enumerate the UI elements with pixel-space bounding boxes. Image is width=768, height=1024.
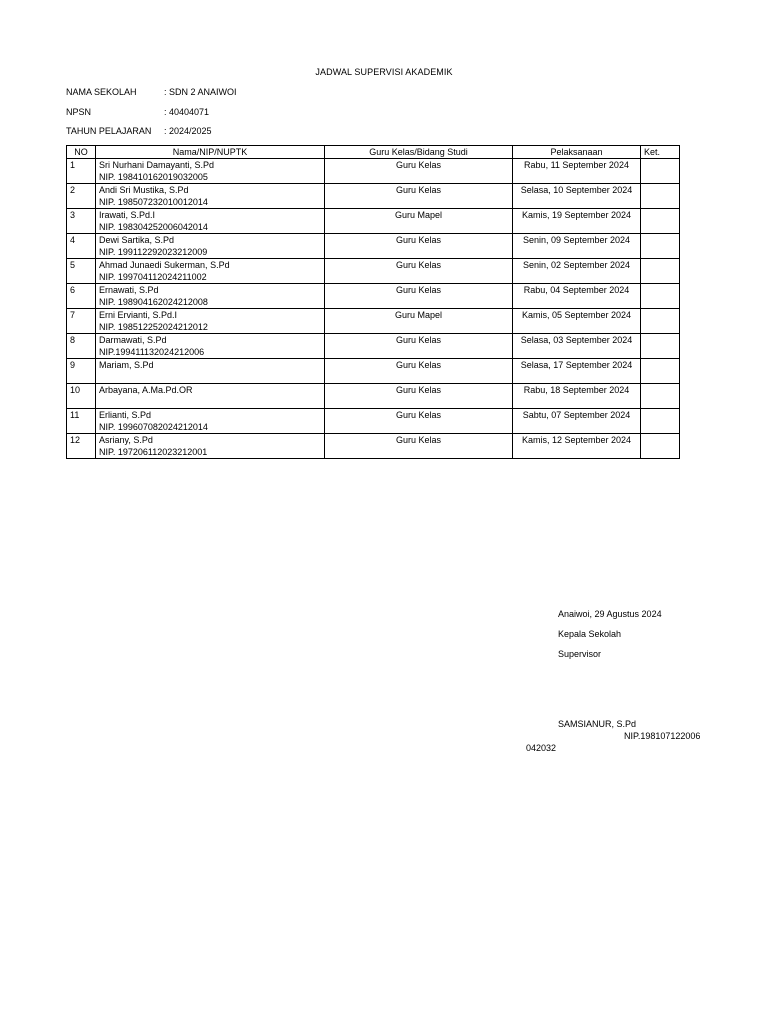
meta-value: : 40404071 — [164, 107, 210, 117]
cell-no — [67, 409, 96, 434]
signature-place-date: Anaiwoi, 29 Agustus 2024 — [558, 609, 662, 619]
teacher-name: Asriany, S.Pd — [99, 435, 153, 445]
cell-ket — [641, 184, 680, 209]
cell-role — [325, 334, 513, 359]
cell-name-nip — [96, 159, 325, 184]
cell-role — [325, 259, 513, 284]
cell-no-text: 1 — [70, 160, 76, 170]
table-row — [67, 184, 680, 209]
table-row — [67, 284, 680, 309]
cell-no-text: 10 — [70, 385, 81, 395]
cell-name-nip — [96, 259, 325, 284]
cell-no — [67, 159, 96, 184]
cell-date-text: Kamis, 19 September 2024 — [521, 210, 632, 220]
signature-nip-line1: NIP.198107122006 — [624, 731, 701, 741]
table-header-row — [67, 146, 680, 159]
signature-position: Kepala Sekolah — [558, 629, 622, 639]
cell-date-text: Rabu, 11 September 2024 — [524, 160, 629, 170]
cell-date-text: Sabtu, 07 September 2024 — [522, 410, 631, 420]
cell-ket — [641, 259, 680, 284]
cell-date — [513, 259, 641, 284]
cell-no-text: 7 — [70, 310, 76, 320]
teacher-name: Mariam, S.Pd — [99, 360, 154, 370]
teacher-name: Arbayana, A.Ma.Pd.OR — [99, 385, 193, 395]
teacher-nip: NIP. 199607082024212014 — [99, 422, 208, 432]
table-row — [67, 434, 680, 459]
cell-role-text: Guru Kelas — [395, 435, 442, 445]
table-row — [67, 159, 680, 184]
teacher-name: Erlianti, S.Pd — [99, 410, 152, 420]
cell-ket — [641, 384, 680, 409]
teacher-nip: NIP. 198410162019032005 — [99, 172, 208, 182]
cell-ket — [641, 359, 680, 384]
cell-ket — [641, 159, 680, 184]
cell-no-text: 12 — [70, 435, 81, 445]
cell-no — [67, 359, 96, 384]
cell-no-text: 9 — [70, 360, 76, 370]
cell-role — [325, 384, 513, 409]
cell-role — [325, 209, 513, 234]
header-no: NO — [67, 146, 96, 159]
teacher-name: Andi Sri Mustika, S.Pd — [99, 185, 189, 195]
meta-value: : SDN 2 ANAIWOI — [164, 87, 237, 97]
teacher-name: Ernawati, S.Pd — [99, 285, 159, 295]
teacher-nip: NIP. 198507232010012014 — [99, 197, 208, 207]
table-row — [67, 409, 680, 434]
header-ket: Ket. — [641, 146, 680, 159]
cell-date — [513, 434, 641, 459]
cell-date-text: Kamis, 12 September 2024 — [521, 435, 632, 445]
cell-date — [513, 384, 641, 409]
cell-role — [325, 234, 513, 259]
cell-ket — [641, 334, 680, 359]
table-row — [67, 384, 680, 409]
cell-no — [67, 434, 96, 459]
cell-no-text: 8 — [70, 335, 76, 345]
cell-date-text: Senin, 09 September 2024 — [522, 235, 631, 245]
cell-no — [67, 184, 96, 209]
cell-date — [513, 284, 641, 309]
cell-no — [67, 259, 96, 284]
cell-date-text: Rabu, 04 September 2024 — [523, 285, 630, 295]
teacher-nip: NIP. 198904162024212008 — [99, 297, 208, 307]
cell-ket — [641, 409, 680, 434]
table-row — [67, 309, 680, 334]
cell-date-text: Selasa, 17 September 2024 — [520, 360, 633, 370]
cell-name-nip — [96, 234, 325, 259]
cell-date — [513, 359, 641, 384]
signature-role: Supervisor — [558, 649, 602, 659]
meta-label: NPSN — [66, 107, 92, 117]
cell-no — [67, 334, 96, 359]
cell-date — [513, 234, 641, 259]
teacher-nip: NIP. 199704112024211002 — [99, 272, 207, 282]
teacher-name: Ahmad Junaedi Sukerman, S.Pd — [99, 260, 230, 270]
cell-name-nip — [96, 284, 325, 309]
cell-no-text: 5 — [70, 260, 76, 270]
cell-role — [325, 409, 513, 434]
cell-date-text: Rabu, 18 September 2024 — [523, 385, 630, 395]
table-row — [67, 334, 680, 359]
cell-name-nip — [96, 209, 325, 234]
cell-date — [513, 209, 641, 234]
cell-role — [325, 284, 513, 309]
header-date: Pelaksanaan — [513, 146, 641, 159]
meta-label: TAHUN PELAJARAN — [66, 126, 152, 136]
teacher-name: Sri Nurhani Damayanti, S.Pd — [99, 160, 215, 170]
cell-name-nip — [96, 409, 325, 434]
cell-ket — [641, 234, 680, 259]
cell-date-text: Selasa, 03 September 2024 — [520, 335, 633, 345]
teacher-nip: NIP. 197206112023212001 — [99, 447, 208, 457]
cell-no-text: 11 — [70, 410, 80, 420]
cell-ket — [641, 209, 680, 234]
header-name: Nama/NIP/NUPTK — [96, 146, 325, 159]
cell-role-text: Guru Kelas — [395, 235, 442, 245]
cell-name-nip — [96, 434, 325, 459]
cell-role-text: Guru Kelas — [395, 160, 442, 170]
teacher-name: Darmawati, S.Pd — [99, 335, 167, 345]
cell-name-nip — [96, 384, 325, 409]
cell-no — [67, 384, 96, 409]
cell-role-text: Guru Kelas — [395, 410, 442, 420]
table-row — [67, 359, 680, 384]
schedule-table — [66, 145, 680, 459]
cell-role-text: Guru Kelas — [395, 285, 442, 295]
cell-date-text: Selasa, 10 September 2024 — [520, 185, 633, 195]
document-title: JADWAL SUPERVISI AKADEMIK — [315, 67, 453, 77]
teacher-name: Erni Ervianti, S.Pd.I — [99, 310, 178, 320]
cell-name-nip — [96, 359, 325, 384]
cell-role-text: Guru Kelas — [395, 335, 442, 345]
cell-date — [513, 159, 641, 184]
cell-role-text: Guru Kelas — [395, 260, 442, 270]
cell-role — [325, 309, 513, 334]
cell-no — [67, 234, 96, 259]
table-row — [67, 234, 680, 259]
cell-ket — [641, 434, 680, 459]
cell-no-text: 6 — [70, 285, 76, 295]
table-row — [67, 259, 680, 284]
teacher-nip: NIP. 198512252024212012 — [99, 322, 208, 332]
teacher-nip: NIP. 198304252006042014 — [99, 222, 208, 232]
cell-role-text: Guru Kelas — [395, 385, 442, 395]
cell-no-text: 3 — [70, 210, 76, 220]
cell-date-text: Kamis, 05 September 2024 — [521, 310, 632, 320]
cell-ket — [641, 284, 680, 309]
cell-date — [513, 309, 641, 334]
cell-no — [67, 209, 96, 234]
meta-value: : 2024/2025 — [164, 126, 212, 136]
cell-name-nip — [96, 334, 325, 359]
cell-role-text: Guru Kelas — [395, 185, 442, 195]
cell-date — [513, 184, 641, 209]
teacher-nip: NIP. 199112292023212009 — [99, 247, 208, 257]
teacher-name: Dewi Sartika, S.Pd — [99, 235, 175, 245]
signature-name: SAMSIANUR, S.Pd — [558, 719, 637, 729]
teacher-nip: NIP.199411132024212006 — [99, 347, 205, 357]
cell-no-text: 4 — [70, 235, 76, 245]
cell-role — [325, 184, 513, 209]
cell-role — [325, 434, 513, 459]
cell-date — [513, 334, 641, 359]
signature-nip-line2: 042032 — [526, 743, 557, 753]
cell-no-text: 2 — [70, 185, 76, 195]
meta-label: NAMA SEKOLAH — [66, 87, 137, 97]
teacher-name: Irawati, S.Pd.I — [99, 210, 156, 220]
cell-date-text: Senin, 02 September 2024 — [522, 260, 631, 270]
cell-role-text: Guru Mapel — [394, 310, 443, 320]
cell-role — [325, 159, 513, 184]
cell-role-text: Guru Mapel — [394, 210, 443, 220]
cell-role-text: Guru Kelas — [395, 360, 442, 370]
cell-no — [67, 309, 96, 334]
header-role: Guru Kelas/Bidang Studi — [325, 146, 513, 159]
cell-name-nip — [96, 184, 325, 209]
cell-name-nip — [96, 309, 325, 334]
cell-no — [67, 284, 96, 309]
table-row — [67, 209, 680, 234]
cell-role — [325, 359, 513, 384]
cell-date — [513, 409, 641, 434]
cell-ket — [641, 309, 680, 334]
